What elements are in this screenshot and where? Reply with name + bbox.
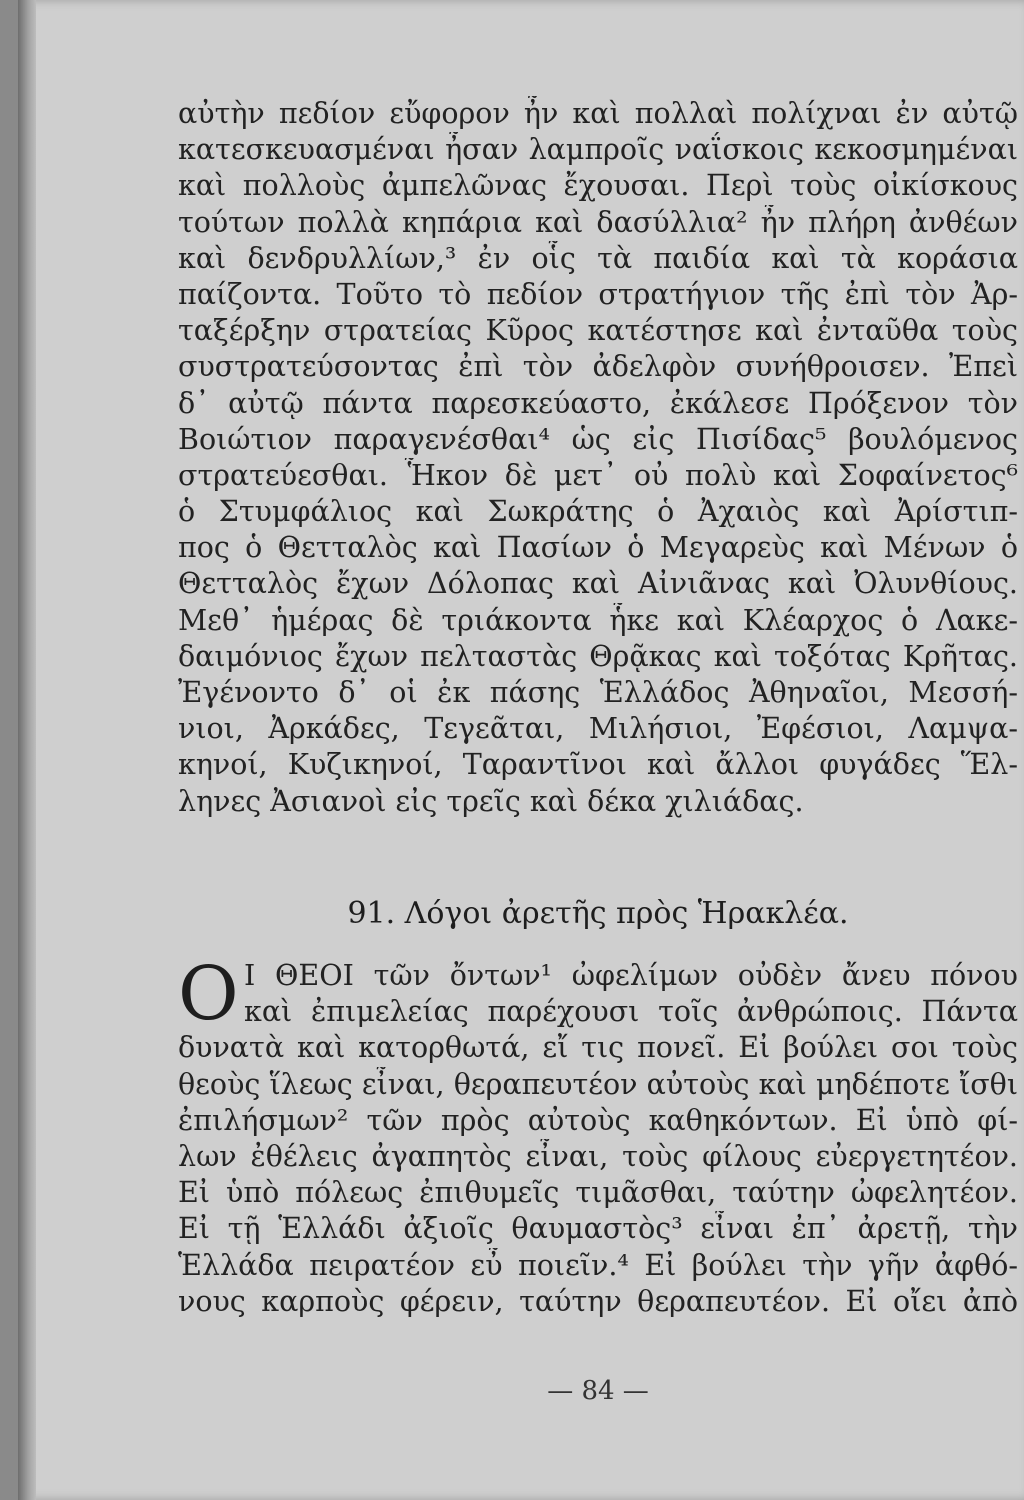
text-line: Εἰ ὑπὸ πόλεως ἐπιθυμεῖς τιμᾶσθαι, ταύτην ὠφελητέον. bbox=[178, 1176, 1018, 1210]
text-line: τούτων πολλὰ κηπάρια καὶ δασύλλια² ἦν πλήρη ἀνθέων bbox=[178, 205, 1018, 239]
text-line: θεοὺς ἵλεως εἶναι, θεραπευτέον αὐτοὺς καὶ μηδέποτε ἴσθι bbox=[178, 1067, 1018, 1101]
text-line: ἐπιλήσμων² τῶν πρὸς αὐτοὺς καθηκόντων. Εἰ ὑπὸ φί- bbox=[178, 1103, 1018, 1137]
section-heading: 91. Λόγοι ἀρετῆς πρὸς Ἡρακλέα. bbox=[347, 896, 849, 931]
text-line: κατεσκευασμέναι ἦσαν λαμπροῖς ναΐσκοις κεκοσμημέναι bbox=[178, 133, 1018, 167]
text-line: αὐτὴν πεδίον εὔφορον ἦν καὶ πολλαὶ πολίχναι ἐν αὐτῷ bbox=[178, 97, 1018, 130]
text-line: νους καρποὺς φέρειν, ταύτην θεραπευτέον. Εἰ οἴει ἀπὸ bbox=[178, 1284, 1018, 1318]
text-line: ταξέρξην στρατείας Κῦρος κατέστησε καὶ ἐνταῦθα τοὺς bbox=[178, 314, 1018, 348]
text-line: Ι ΘΕΟΙ τῶν ὄντων¹ ὠφελίμων οὐδὲν ἄνευ πόνου bbox=[244, 959, 1018, 992]
text-line: δ᾽ αὐτῷ πάντα παρεσκεύαστο, ἐκάλεσε Πρόξενον τὸν bbox=[178, 386, 1018, 420]
text-line: κηνοί, Κυζικηνοί, Ταραντῖνοι καὶ ἄλλοι φυγάδες Ἕλ- bbox=[178, 748, 1018, 782]
text-line: συστρατεύσοντας ἐπὶ τὸν ἀδελφὸν συνήθροισεν. Ἐπεὶ bbox=[178, 350, 1018, 384]
text-line: Ἑλλάδα πειρατέον εὖ ποιεῖν.⁴ Εἰ βούλει τὴν γῆν ἀφθό- bbox=[178, 1248, 1018, 1282]
text-line-last: ληνες Ἀσιανοὶ εἰς τρεῖς καὶ δέκα χιλιάδας. bbox=[178, 784, 804, 818]
text-line: Βοιώτιον παραγενέσθαι⁴ ὡς εἰς Πισίδας⁵ βουλόμενος bbox=[178, 422, 1018, 456]
page-number: — 84 — bbox=[547, 1376, 649, 1406]
text-line: Θετταλὸς ἔχων Δόλοπας καὶ Αἰνιᾶνας καὶ Ὀλυνθίους. bbox=[178, 567, 1018, 601]
drop-cap: Ο bbox=[178, 951, 239, 1037]
text-line: καὶ δενδρυλλίων,³ ἐν οἷς τὰ παιδία καὶ τὰ κοράσια bbox=[178, 241, 1018, 275]
text-line: Ἐγένοντο δ᾽ οἱ ἐκ πάσης Ἑλλάδος Ἀθηναῖοι, Μεσσή- bbox=[178, 676, 1018, 709]
text-line: στρατεύεσθαι. Ἧκον δὲ μετ᾽ οὐ πολὺ καὶ Σοφαίνετος⁶ bbox=[178, 458, 1018, 492]
text-line: δυνατὰ καὶ κατορθωτά, εἴ τις πονεῖ. Εἰ βούλει σοι τοὺς bbox=[178, 1031, 1018, 1065]
paragraph-1 bbox=[178, 96, 1018, 820]
book-page bbox=[18, 0, 1024, 1500]
text-line: λων ἐθέλεις ἀγαπητὸς εἶναι, τοὺς φίλους εὐεργετητέον. bbox=[178, 1139, 1018, 1173]
text-line: ὁ Στυμφάλιος καὶ Σωκράτης ὁ Ἀχαιὸς καὶ Ἀρίστιπ- bbox=[178, 495, 1018, 529]
text-line: Μεθ᾽ ἡμέρας δὲ τριάκοντα ἧκε καὶ Κλέαρχος ὁ Λακε- bbox=[178, 603, 1018, 637]
text-line: καὶ πολλοὺς ἀμπελῶνας ἔχουσαι. Περὶ τοὺς οἰκίσκους bbox=[178, 169, 1018, 203]
text-line: νιοι, Ἀρκάδες, Τεγεᾶται, Μιλήσιοι, Ἐφέσιοι, Λαμψα- bbox=[178, 712, 1018, 746]
page-binding-edge bbox=[18, 0, 36, 1500]
text-line: πος ὁ Θετταλὸς καὶ Πασίων ὁ Μεγαρεὺς καὶ Μένων ὁ bbox=[178, 531, 1018, 565]
text-line: καὶ ἐπιμελείας παρέχουσι τοῖς ἀνθρώποις. Πάντα bbox=[244, 995, 1018, 1029]
paragraph-2 bbox=[178, 951, 1018, 1320]
text-line: Εἰ τῇ Ἑλλάδι ἀξιοῖς θαυμαστὸς³ εἶναι ἐπ᾽ ἀρετῇ, τὴν bbox=[178, 1212, 1018, 1246]
text-line: παίζοντα. Τοῦτο τὸ πεδίον στρατήγιον τῆς ἐπὶ τὸν Ἀρ- bbox=[178, 277, 1018, 311]
text-line: δαιμόνιος ἔχων πελταστὰς Θρᾷκας καὶ τοξότας Κρῆτας. bbox=[178, 639, 1018, 673]
